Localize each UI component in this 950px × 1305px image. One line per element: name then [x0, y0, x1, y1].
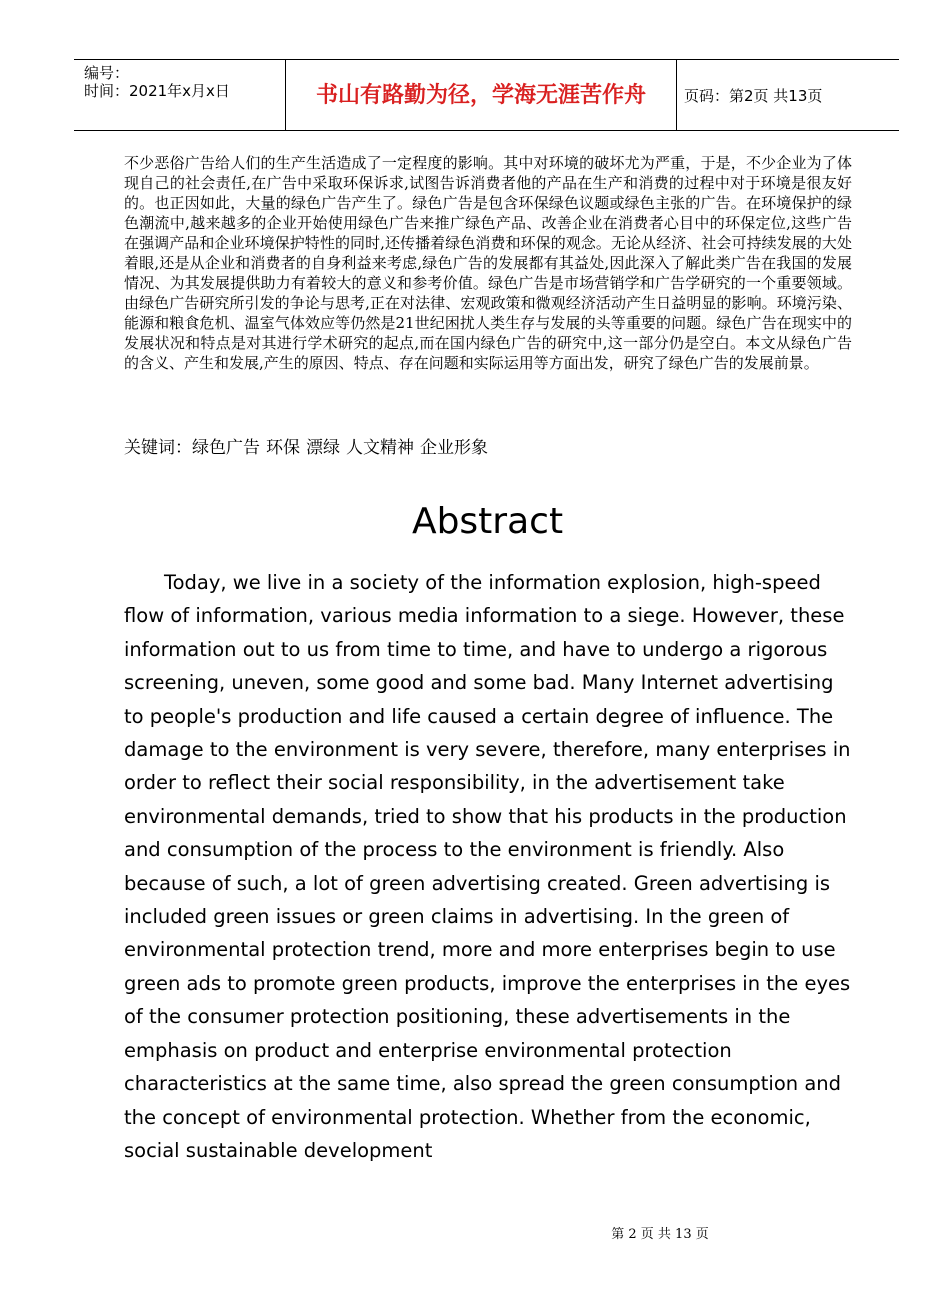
- keywords-line: [124, 437, 494, 459]
- header-motto: 书山有路勤为径，学海无涯苦作舟: [315, 83, 646, 108]
- header-page-code: 页码：第2页 共13页: [684, 87, 823, 105]
- keyword: 绿色广告: [192, 438, 260, 458]
- header-page-cell: [676, 60, 899, 130]
- document-header: [74, 59, 899, 131]
- header-meta-cell: [74, 60, 285, 130]
- document-date: 时间：2021年x月x日: [84, 82, 230, 100]
- keyword: 漂绿: [306, 438, 340, 458]
- keyword: 企业形象: [420, 438, 488, 458]
- english-abstract: Today, we live in a society of the information explosion, high-speed flow of information, various media information to a siege. However, these information out to us from time to time, and have to undergo a rigorous screening, uneven, some good and some bad. Many Internet advertising to people's production and life caused a certain degree of influence. The damage to the environment is very severe, therefore, many enterprises in order to reflect their social responsibility, in the advertisement take environmental demands, tried to show that his products in the production and consumption of the process to the environment is friendly. Also because of such, a lot of green advertising created. Green advertising is included green issues or green claims in advertising. In the green of environmental protection trend, more and more enterprises begin to use green ads to promote green products, improve the enterprises in the eyes of the consumer protection positioning, these advertisements in the emphasis on product and enterprise environmental protection characteristics at the same time, also spread the green consumption and the concept of environmental protection. Whether from the economic, social sustainable development: [124, 571, 851, 1162]
- keyword: 人文精神: [346, 438, 414, 458]
- chinese-abstract: 不少恶俗广告给人们的生产生活造成了一定程度的影响。其中对环境的破坏尤为严重，于是，不少企业为了体现自己的社会责任,在广告中采取环保诉求,试图告诉消费者他的产品在生产和消费的过程中对于环境是很友好的。也正因如此，大量的绿色广告产生了。绿色广告是包含环保绿色议题或绿色主张的广告。在环境保护的绿色潮流中,越来越多的企业开始使用绿色广告来推广绿色产品、改善企业在消费者心目中的环保定位,这些广告在强调产品和企业环境保护特性的同时,还传播着绿色消费和环保的观念。无论从经济、社会可持续发展的大处着眼,还是从企业和消费者的自身利益来考虑,绿色广告的发展都有其益处,因此深入了解此类广告在我国的发展情况、为其发展提供助力有着较大的意义和参考价值。绿色广告是市场营销学和广告学研究的一个重要领域。由绿色广告研究所引发的争论与思考,正在对法律、宏观政策和微观经济活动产生日益明显的影响。环境污染、能源和粮食危机、温室气体效应等仍然是21世纪困扰人类生存与发展的头等重要的问题。绿色广告在现实中的发展状况和特点是对其进行学术研究的起点,而在国内绿色广告的研究中,这一部分仍是空白。本文从绿色广告的含义、产生和发展,产生的原因、特点、存在问题和实际运用等方面出发，研究了绿色广告的发展前景。: [124, 154, 852, 372]
- keywords-label: 关键词：: [124, 438, 192, 458]
- page-footer: 第 2 页 共 13 页: [611, 1227, 709, 1242]
- serial-number-label: 编号：: [84, 64, 130, 82]
- keyword: 环保: [266, 438, 300, 458]
- header-motto-cell: [285, 60, 677, 130]
- abstract-title: Abstract: [411, 501, 564, 542]
